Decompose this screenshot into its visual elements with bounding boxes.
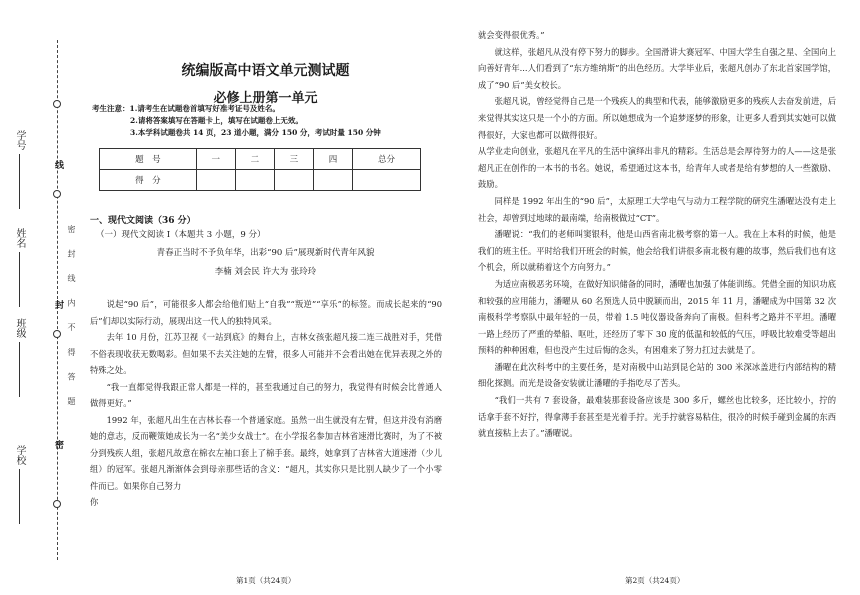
seal-char-line: 线 [53,160,63,169]
binding-margin [0,0,80,595]
name-field[interactable] [12,228,27,307]
class-field[interactable] [12,318,27,397]
section-heading: 一、现代文阅读（36 分） [90,216,196,226]
paragraph: 1992 年，张超凡出生在吉林长春一个普通家庭。虽然一出生就没有左臂，但这并没有消磨她的意志，反而鞭策她成长为一名“美少女战士”。在小学报名参加吉林省速滑比赛时，为了不被分到残疾人组，张超凡故意在棉衣左袖口套上了棉手套。最终，她拿到了吉林省大道速滑（少儿组）的冠军。张超凡渐渐体会到母亲那些话的含义：“超凡，其实你只是比别人缺少了一个小零件而已。如果你自己努力 [90,414,442,491]
score-cell[interactable] [196,170,235,191]
right-article-body [478,27,836,442]
score-cell[interactable] [274,170,313,191]
school-field[interactable] [12,445,27,524]
score-header-cell: 二 [235,149,274,170]
paragraph: 去年 10 月份，江苏卫视《一站到底》的舞台上，吉林女孩张超凡接二连三战胜对手，凭借不俗表现收获无数喝彩。但如果不去关注她的左臂，很多人可能并不会看出她在优异表现之外的特殊之处。 [90,332,442,375]
exam-subtitle: 必修上册第一单元 [213,91,318,106]
score-cell[interactable] [313,170,352,191]
paragraph: “我一直都觉得我跟正常人都是一样的，甚至我通过自己的努力，我觉得有时候会比普通人做得更好。” [90,381,442,408]
score-table-row [100,170,421,191]
paragraph: “我们一共有 7 套设备，最难装那套设备应该是 300 多斤，螺丝也比较多，还比较小，拧的话拿手套不好拧，得拿薄手套甚至是光着手拧。光手拧就容易粘住，很冷的时候手碰到金属的东西就直接粘上去了。”潘曜说。 [478,395,836,439]
seal-circle [53,190,61,198]
seal-circle [53,100,61,108]
score-header-cell: 题 号 [100,149,197,170]
score-header-cell: 一 [196,149,235,170]
page-footer-right: 第2页（共24页） [625,576,685,585]
seal-circle [53,330,61,338]
score-header-cell: 三 [274,149,313,170]
score-cell[interactable] [235,170,274,191]
note-item: 2.请将答案填写在答题卡上，填写在试题卷上无效。 [130,116,303,125]
paragraph: 说起“90 后”，可能很多人都会给他们贴上“自我”“叛逆”“享乐”的标签。而成长起来的“90 后”们却以实际行动，展现出这一代人的独特风采。 [90,299,442,326]
paragraph: 为适应南极恶劣环境，在做好知识储备的同时，潘曜也加强了体能训练。凭借全面的知识功底和较强的应用能力，潘曜从 60 名预选人员中脱颖而出，2015 年 11 月，潘曜成为中国第 32 次南极科学考察队中最年轻的一员，带着 1.5 吨仪器设备奔向了南极。但科考之路并不平坦。潘曜一路上经历了严重的晕船、呕吐，还经历了零下 30 度的低温和较低的气压，呼吸比较难受等超出预料的种种困难，但也没产生过后悔的念头，有困难来了努力扛过去就是了。 [478,278,836,356]
score-row-label: 得 分 [100,170,197,191]
note-item: 3.本学科试题卷共 14 页，23 道小题，满分 150 分，考试时量 150 分钟 [130,128,381,137]
paragraph: 潘曜在此次科考中的主要任务，是对南极中山站到昆仑站的 300 米深冰盖进行内部结构的精细化探测。而光是设备安装就让潘曜的手指吃尽了苦头。 [478,361,836,389]
score-table [99,148,421,191]
paragraph-tail: 你 [90,497,99,507]
paragraph: 张超凡说，曾经觉得自己是一个残疾人的典型和代表，能够激励更多的残疾人去奋发前进，后来觉得其实这只是一个小的方面。所以她想成为一个追梦逐梦的形象，让更多人看到其实她可以做得很好，大家也都可以做得很好。 [478,96,836,140]
notes-label: 考生注意： [92,104,130,113]
score-cell[interactable] [353,170,421,191]
paragraph: 就这样，张超凡从没有停下努力的脚步。全国滑讲大赛冠军、中国大学生自强之星、全国向上向善好青年...人们看到了“东方维纳斯”的出色经历。大学毕业后，张超凡创办了东北首家国学馆，成了“90 后”美女校长。 [478,46,836,90]
sub-section-heading: （一）现代文阅读 I（本题共 3 小题，9 分） [96,230,266,240]
page-footer-left: 第1页（共24页） [236,576,296,585]
note-item: 1.请考生在试题卷首填写好准考证号及姓名。 [129,104,280,113]
left-article-body [90,296,442,511]
paragraph: 从学业走向创业，张超凡在平凡的生活中演绎出非凡的精彩。生活总是会厚待努力的人——这是张超凡正在创作的一本书的书名。她说，希望通过这本书，给青年人或者是给有梦想的人一些激励、鼓励。 [478,146,836,190]
seal-notice: 密 封 线 内 不 得 答 题 [67,225,76,412]
score-header-cell: 四 [313,149,352,170]
score-table-header-row [100,149,421,170]
paragraph: 同样是 1992 年出生的“90 后”，太原理工大学电气与动力工程学院的研究生潘曜达没有走上社会，却曾到过地球的最南端，给南极做过“CT”。 [478,195,836,223]
paragraph: 就会变得很优秀。” [478,30,545,40]
exam-title: 统编版高中语文单元测试题 [181,63,350,79]
name-label: 姓名 [14,228,25,248]
candidate-notes [92,103,442,139]
seal-char-secret: 密 [53,440,63,449]
article-authors: 李楠 刘会民 许大为 张玲玲 [214,267,317,277]
score-header-cell: 总分 [353,149,421,170]
seal-char-seal: 封 [53,300,63,309]
student-id-field[interactable] [12,130,27,209]
student-id-label: 学号 [14,130,25,150]
seal-circle [53,500,61,508]
paragraph: 潘曜说：“我们的老师叫窦银科，他是山西省南北极考察的第一人。我在上本科的时候，他是我们的班主任。平时给我们开班会的时候，他会给我们讲很多南北极有趣的故事，然后我们也有这个机会，所以就稍着这个方向努力。” [478,229,836,273]
school-label: 学校 [14,445,25,465]
article-title: 青春正当时不予负年华，出彩“90 后”展现新时代青年风貌 [156,248,375,258]
class-label: 班级 [14,318,25,338]
